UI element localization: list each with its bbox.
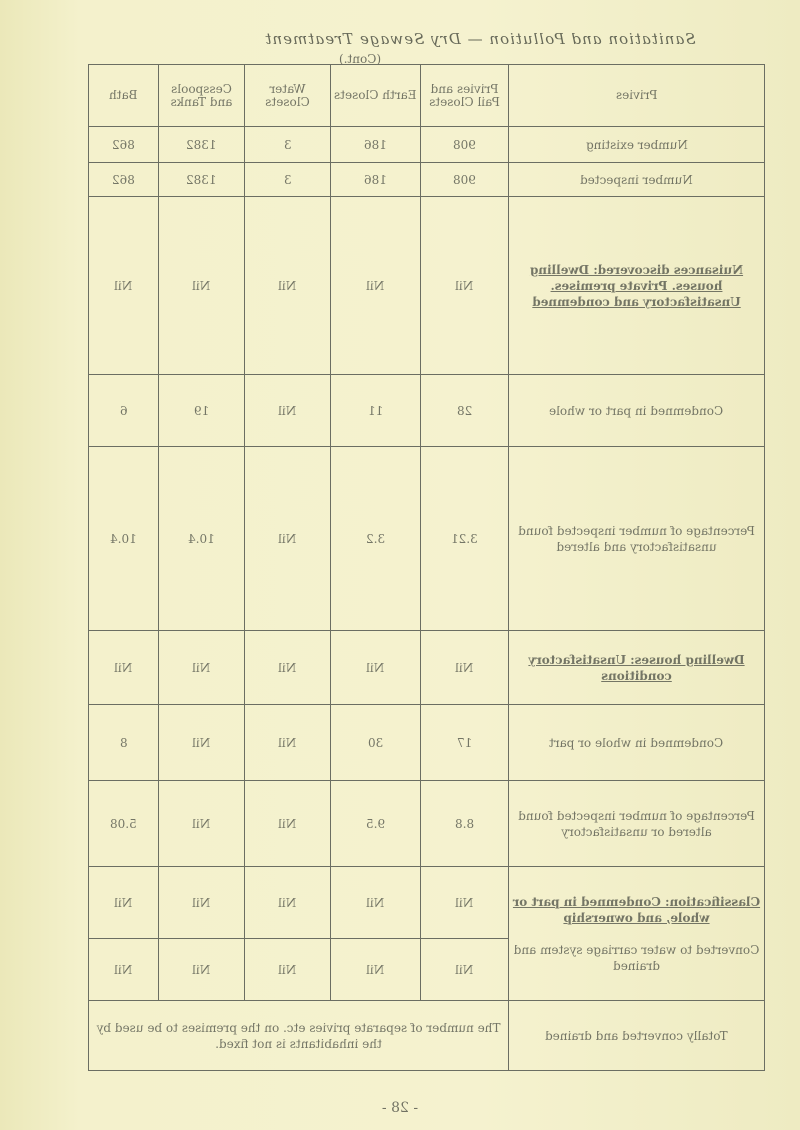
table-cell: Nil [331, 197, 421, 375]
table-cell: Nil [245, 375, 331, 447]
table-cell: Nil [421, 631, 509, 705]
table-row [89, 867, 765, 939]
table-cell: Nil [245, 939, 331, 1001]
table-cell: Nil [245, 197, 331, 375]
table-row [89, 781, 765, 867]
table-cell: 186 [331, 127, 421, 163]
table-cell: Nil [421, 867, 509, 939]
col-header: Water Closets [245, 65, 331, 127]
row-label: Percentage of number inspected found altered or unsatisfactory [509, 781, 765, 867]
table-cell: 8.8 [421, 781, 509, 867]
table-header-row [89, 65, 765, 127]
table-cell: 5.08 [89, 781, 159, 867]
table-cell: Nil [421, 197, 509, 375]
table-cell: 6 [89, 375, 159, 447]
row-label: Number existing [509, 127, 765, 163]
row-label: Nuisances discovered: Dwelling houses. Private premises. Unsatisfactory and condemned [509, 197, 765, 375]
table-cell: 10.4 [89, 447, 159, 631]
table-cell: 862 [89, 127, 159, 163]
table-cell: Nil [159, 867, 245, 939]
sanitation-table [88, 64, 765, 1071]
table-row [89, 163, 765, 197]
table-cell: Nil [159, 939, 245, 1001]
footer-note-right: Totally converted and drained [509, 1001, 765, 1071]
table-cell: Nil [245, 867, 331, 939]
table-cell: Nil [159, 631, 245, 705]
table-row [89, 375, 765, 447]
table-cell: 3.2 [331, 447, 421, 631]
page-header: Sanitation and Pollution — Dry Sewage Treatment [264, 30, 696, 48]
col-header: Cesspools and Tanks [159, 65, 245, 127]
row-label: Number inspected [509, 163, 765, 197]
table-cell: 28 [421, 375, 509, 447]
table-row [89, 447, 765, 631]
table-cell: Nil [245, 705, 331, 781]
row-label: Dwelling houses: Unsatisfactory conditions [509, 631, 765, 705]
table-cell: 11 [331, 375, 421, 447]
table-cell: 908 [421, 163, 509, 197]
table-cell: Nil [331, 939, 421, 1001]
table-cell: Nil [89, 631, 159, 705]
page-number: - 28 - [381, 1100, 419, 1116]
table-cell: Nil [245, 631, 331, 705]
table-cell: Nil [89, 197, 159, 375]
table-cell: Nil [245, 781, 331, 867]
table-cell: Nil [331, 867, 421, 939]
row-label: Classification: Condemned in part or whole, and ownership Converted to water carriage system and drained [509, 867, 765, 1001]
table-cell: Nil [331, 631, 421, 705]
table-cell: 3 [245, 127, 331, 163]
table-cell: 1382 [159, 127, 245, 163]
table-cell: 10.4 [159, 447, 245, 631]
table-footer-row [89, 1001, 765, 1071]
table-cell: Nil [159, 781, 245, 867]
table-row [89, 631, 765, 705]
row-label: Condemned in whole or part [509, 705, 765, 781]
col-header: Privies and Pail Closets [421, 65, 509, 127]
row-label: Condemned in part or whole [509, 375, 765, 447]
col-header: Earth Closets [331, 65, 421, 127]
table-cell: 3.21 [421, 447, 509, 631]
table-cell: 908 [421, 127, 509, 163]
footer-note-left: The number of separate privies etc. on the premises to be used by the inhabitants is not fixed. [89, 1001, 509, 1071]
page-subheader: (Cont.) [338, 52, 382, 66]
table-cell: 8 [89, 705, 159, 781]
table-row [89, 705, 765, 781]
table-cell: Nil [159, 197, 245, 375]
row-label: Percentage of number inspected found unsatisfactory and altered [509, 447, 765, 631]
col-header: Privies [509, 65, 765, 127]
table-row [89, 197, 765, 375]
table-cell: 3 [245, 163, 331, 197]
table-cell: Nil [421, 939, 509, 1001]
table-cell: 1382 [159, 163, 245, 197]
col-header: Bath [89, 65, 159, 127]
table-cell: 9.5 [331, 781, 421, 867]
table-cell: Nil [89, 939, 159, 1001]
table-cell: Nil [245, 447, 331, 631]
table-cell: Nil [89, 867, 159, 939]
table-cell: 862 [89, 163, 159, 197]
table-cell: Nil [159, 705, 245, 781]
table-row [89, 127, 765, 163]
table-cell: 17 [421, 705, 509, 781]
table-cell: 186 [331, 163, 421, 197]
table-cell: 19 [159, 375, 245, 447]
table-cell: 30 [331, 705, 421, 781]
